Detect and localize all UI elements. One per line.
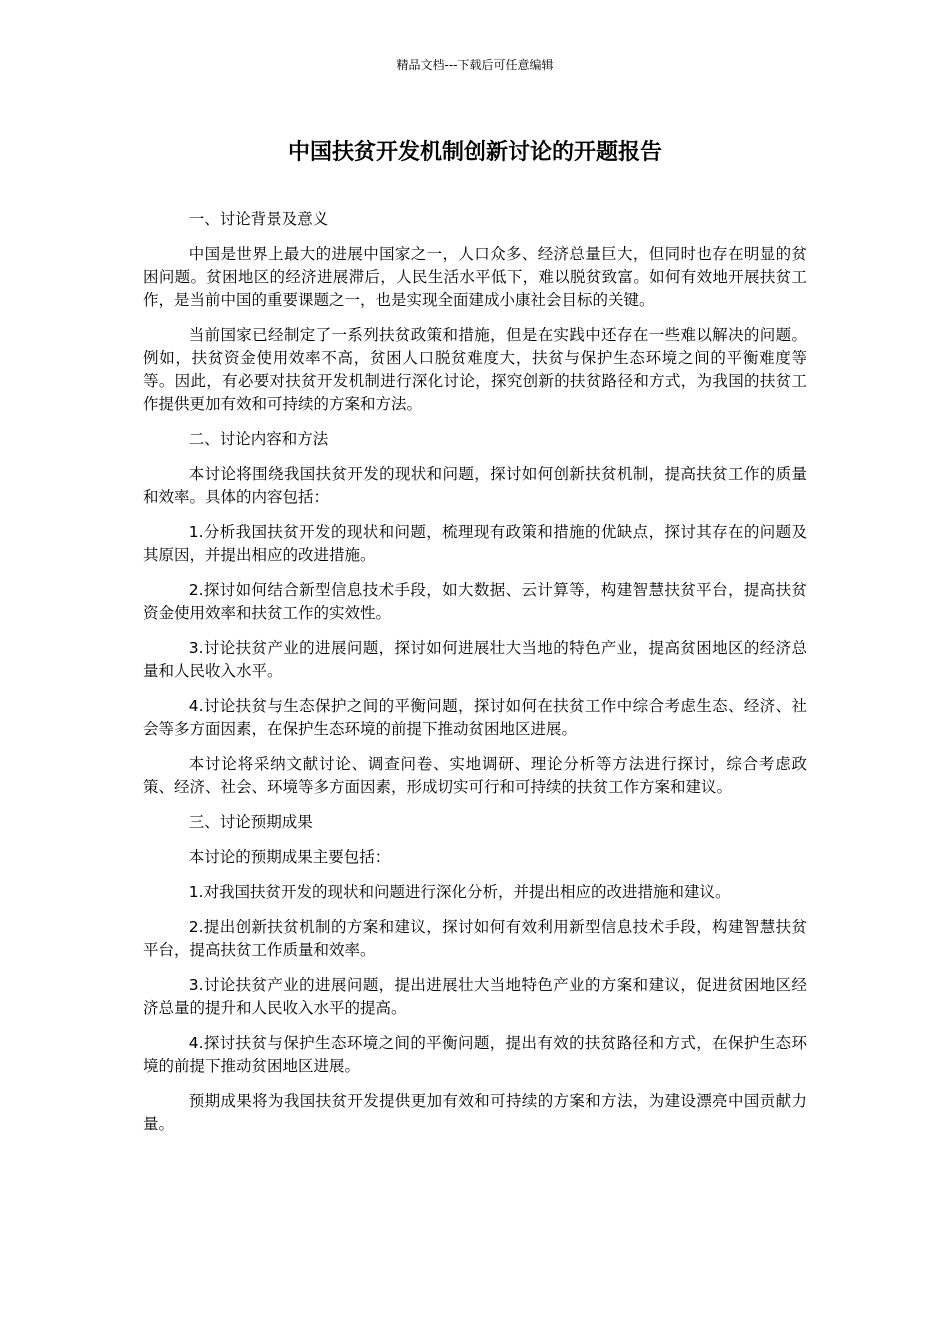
paragraph: 本讨论的预期成果主要包括： xyxy=(188,848,391,866)
paragraph: 本讨论将围绕我国扶贫开发的现状和问题，探讨如何创新扶贫机制，提高扶贫工作的质量和效率。具体的内容包括： xyxy=(143,465,807,506)
section-heading-expected-results: 三、讨论预期成果 xyxy=(188,813,313,831)
paragraph: 预期成果将为我国扶贫开发提供更加有效和可持续的方案和方法，为建设漂亮中国贡献力量。 xyxy=(143,1092,807,1133)
list-item: 4.探讨扶贫与保护生态环境之间的平衡问题，提出有效的扶贫路径和方式，在保护生态环境的前提下推动贫困地区进展。 xyxy=(143,1034,807,1075)
list-item: 2.探讨如何结合新型信息技术手段，如大数据、云计算等，构建智慧扶贫平台，提高扶贫资金使用效率和扶贫工作的实效性。 xyxy=(143,581,807,622)
list-item: 4.讨论扶贫与生态保护之间的平衡问题，探讨如何在扶贫工作中综合考虑生态、经济、社会等多方面因素，在保护生态环境的前提下推动贫困地区进展。 xyxy=(143,697,807,738)
list-item: 1.对我国扶贫开发的现状和问题进行深化分析，并提出相应的改进措施和建议。 xyxy=(188,883,731,901)
list-item: 1.分析我国扶贫开发的现状和问题，梳理现有政策和措施的优缺点，探讨其存在的问题及其原因，并提出相应的改进措施。 xyxy=(143,523,807,564)
section-heading-background: 一、讨论背景及意义 xyxy=(188,210,329,228)
list-item: 3.讨论扶贫产业的进展问题，探讨如何进展壮大当地的特色产业，提高贫困地区的经济总量和人民收入水平。 xyxy=(143,639,807,680)
list-item: 3.讨论扶贫产业的进展问题，提出进展壮大当地特色产业的方案和建议，促进贫困地区经济总量的提升和人民收入水平的提高。 xyxy=(143,976,807,1017)
document-title: 中国扶贫开发机制创新讨论的开题报告 xyxy=(287,140,662,165)
paragraph: 中国是世界上最大的进展中国家之一，人口众多、经济总量巨大，但同时也存在明显的贫困问题。贫困地区的经济进展滞后，人民生活水平低下，难以脱贫致富。如何有效地开展扶贫工作，是当前中国的重要课题之一，也是实现全面建成小康社会目标的关键。 xyxy=(143,245,807,309)
header-note: 精品文档---下载后可任意编辑 xyxy=(396,58,554,72)
list-item: 2.提出创新扶贫机制的方案和建议，探讨如何有效利用新型信息技术手段，构建智慧扶贫平台，提高扶贫工作质量和效率。 xyxy=(143,918,807,959)
paragraph: 当前国家已经制定了一系列扶贫政策和措施，但是在实践中还存在一些难以解决的问题。例如，扶贫资金使用效率不高，贫困人口脱贫难度大，扶贫与保护生态环境之间的平衡难度等等。因此，有必要对扶贫开发机制进行深化讨论，探究创新的扶贫路径和方式，为我国的扶贫工作提供更加有效和可持续的方案和方法。 xyxy=(143,326,807,413)
document-body xyxy=(143,208,807,1148)
section-heading-content-methods: 二、讨论内容和方法 xyxy=(188,430,329,448)
paragraph: 本讨论将采纳文献讨论、调查问卷、实地调研、理论分析等方法进行探讨，综合考虑政策、经济、社会、环境等多方面因素，形成切实可行和可持续的扶贫工作方案和建议。 xyxy=(143,755,807,796)
